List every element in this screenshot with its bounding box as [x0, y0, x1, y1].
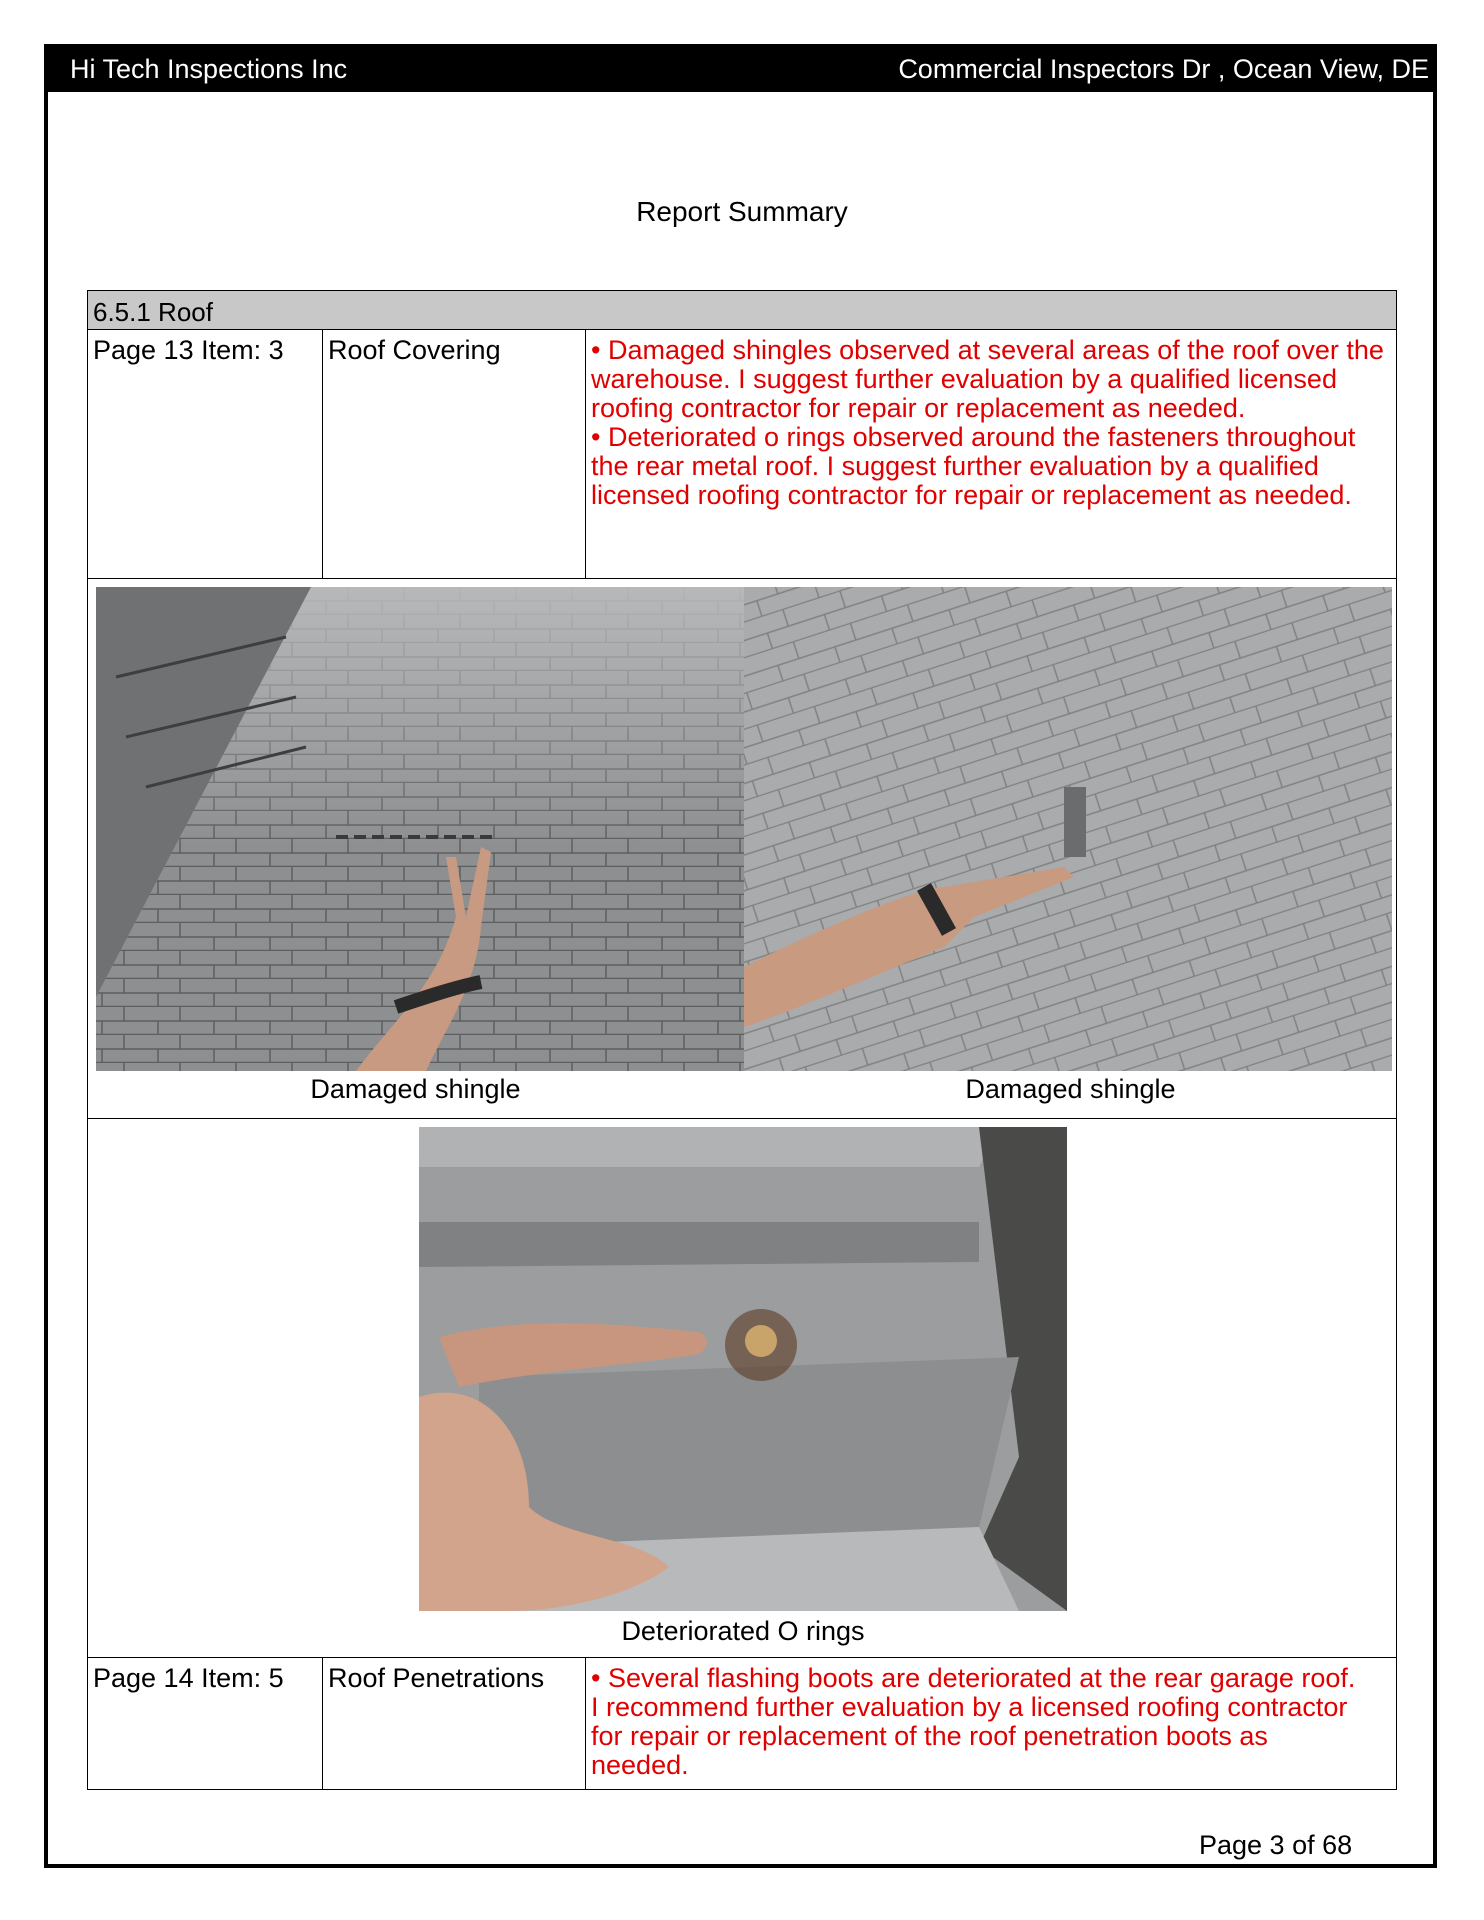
- damaged-shingle-photo-1: [96, 587, 744, 1071]
- page-header: [44, 44, 1437, 92]
- section-heading: 6.5.1 Roof: [87, 290, 1397, 330]
- property-address: Commercial Inspectors Dr , Ocean View, DE: [898, 54, 1429, 84]
- damaged-shingle-photo-2: [744, 587, 1392, 1071]
- item-category: Roof Covering: [322, 329, 586, 579]
- finding-text: • Deteriorated o rings observed around the fasteners throughout the rear metal roof. I suggest further evaluation by a qualified licensed roofing contractor for repair or replacement as needed.: [591, 422, 1356, 510]
- photo-caption: Damaged shingle: [310, 1074, 521, 1104]
- finding-text: • Several flashing boots are deteriorated at the rear garage roof. I recommend further evaluation by a licensed roofing contractor for repair or replacement of the roof penetration boots as needed.: [591, 1663, 1356, 1780]
- item-ref: Page 13 Item: 3: [87, 329, 323, 579]
- item-findings: [585, 1657, 1397, 1790]
- photo-row: [87, 578, 1397, 1119]
- item-category: Roof Penetrations: [322, 1657, 586, 1790]
- company-name: Hi Tech Inspections Inc: [70, 54, 348, 84]
- report-title: Report Summary: [636, 196, 848, 227]
- finding-text: • Damaged shingles observed at several areas of the roof over the warehouse. I suggest further evaluation by a qualified licensed roofing contractor for repair or replacement as needed.: [591, 335, 1384, 423]
- photo-caption: Deteriorated O rings: [621, 1616, 865, 1646]
- item-findings: [585, 329, 1397, 579]
- page-number: Page 3 of 68: [1199, 1830, 1353, 1860]
- photo-caption: Damaged shingle: [965, 1074, 1176, 1104]
- item-ref: Page 14 Item: 5: [87, 1657, 323, 1790]
- deteriorated-o-rings-photo: [419, 1127, 1067, 1611]
- photo-row: [87, 1118, 1397, 1658]
